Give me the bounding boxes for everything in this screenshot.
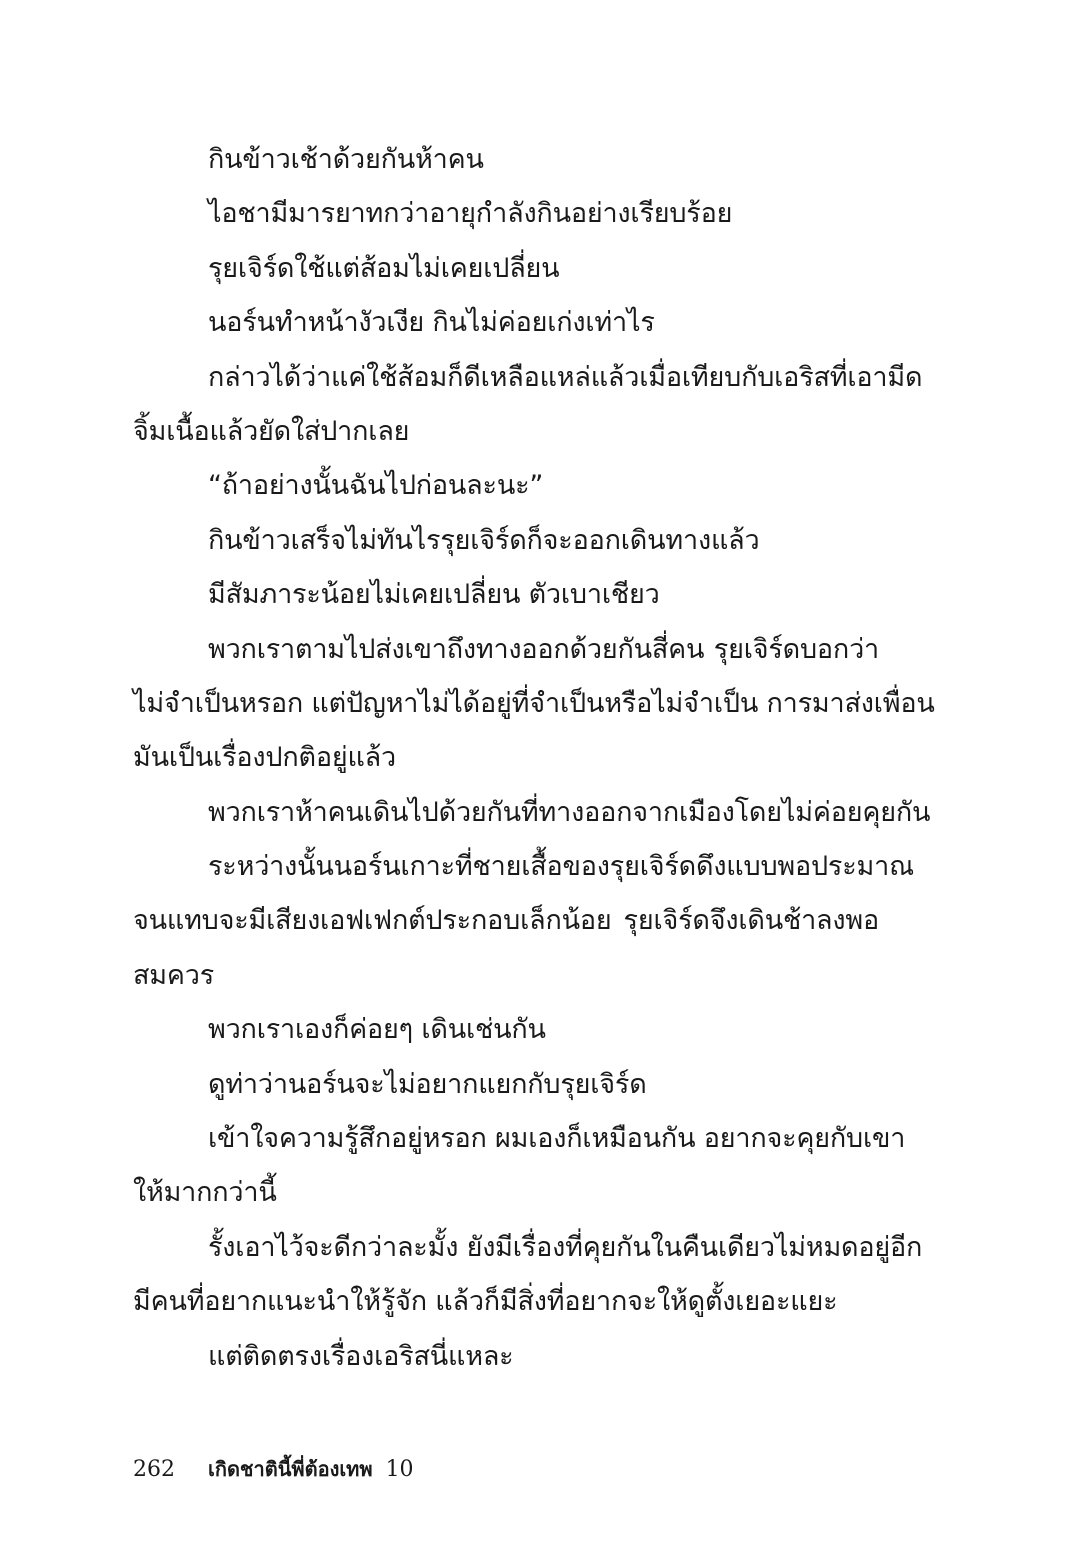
paragraph-line: จนแทบจะมีเสียงเอฟเฟกต์ประกอบเล็กน้อย รุยเจิร์ดจึงเดินช้าลงพอ — [133, 905, 879, 937]
running-title: เกิดชาตินี้พี่ต้องเทพ — [208, 1457, 373, 1481]
volume-number: 10 — [385, 1457, 414, 1482]
paragraph-line: ดูท่าว่านอร์นจะไม่อยากแยกกับรุยเจิร์ด — [208, 1068, 647, 1100]
paragraph-line: รั้งเอาไว้จะดีกว่าละมั้ง ยังมีเรื่องที่คุยกันในคืนเดียวไม่หมดอยู่อีก — [208, 1231, 923, 1263]
paragraph-line: พวกเราเองก็ค่อยๆ เดินเช่นกัน — [208, 1014, 546, 1046]
body-text — [133, 141, 935, 1392]
paragraph-line: มีคนที่อยากแนะนำให้รู้จัก แล้วก็มีสิ่งที่อยากจะให้ดูตั้งเยอะแยะ — [133, 1286, 838, 1318]
paragraph-line: พวกเราห้าคนเดินไปด้วยกันที่ทางออกจากเมืองโดยไม่ค่อยคุยกัน — [208, 796, 931, 828]
paragraph-line: ให้มากกว่านี้ — [133, 1177, 277, 1209]
page-footer — [133, 1452, 414, 1486]
page-number: 262 — [133, 1457, 175, 1482]
paragraph-line: มันเป็นเรื่องปกติอยู่แล้ว — [133, 742, 396, 774]
paragraph-line: เข้าใจความรู้สึกอยู่หรอก ผมเองก็เหมือนกัน อยากจะคุยกับเขา — [208, 1123, 906, 1155]
paragraph-line: แต่ติดตรงเรื่องเอริสนี่แหละ — [208, 1340, 514, 1372]
paragraph-line: กล่าวได้ว่าแค่ใช้ส้อมก็ดีเหลือแหล่แล้วเมื่อเทียบกับเอริสที่เอามีด — [208, 361, 923, 393]
paragraph-line: ไม่จำเป็นหรอก แต่ปัญหาไม่ได้อยู่ที่จำเป็นหรือไม่จำเป็น การมาส่งเพื่อน — [133, 687, 935, 719]
paragraph-line: นอร์นทำหน้างัวเงีย กินไม่ค่อยเก่งเท่าไร — [208, 307, 655, 339]
paragraph-line: พวกเราตามไปส่งเขาถึงทางออกด้วยกันสี่คน รุยเจิร์ดบอกว่า — [208, 633, 879, 665]
paragraph-line: กินข้าวเช้าด้วยกันห้าคน — [208, 144, 484, 175]
paragraph-line: มีสัมภาระน้อยไม่เคยเปลี่ยน ตัวเบาเชียว — [208, 579, 660, 611]
paragraph-line: ระหว่างนั้นนอร์นเกาะที่ชายเสื้อของรุยเจิร์ดดึงแบบพอประมาณ — [208, 851, 914, 883]
dialogue-line: “ถ้าอย่างนั้นฉันไปก่อนละนะ” — [208, 470, 544, 502]
paragraph-line: รุยเจิร์ดใช้แต่ส้อมไม่เคยเปลี่ยน — [208, 252, 560, 284]
paragraph-line: สมควร — [133, 959, 215, 991]
paragraph-line: กินข้าวเสร็จไม่ทันไรรุยเจิร์ดก็จะออกเดินทางแล้ว — [208, 524, 760, 556]
paragraph-line: จิ้มเนื้อแล้วยัดใส่ปากเลย — [133, 415, 410, 447]
paragraph-line: ไอชามีมารยาทกว่าอายุกำลังกินอย่างเรียบร้อย — [208, 198, 733, 230]
